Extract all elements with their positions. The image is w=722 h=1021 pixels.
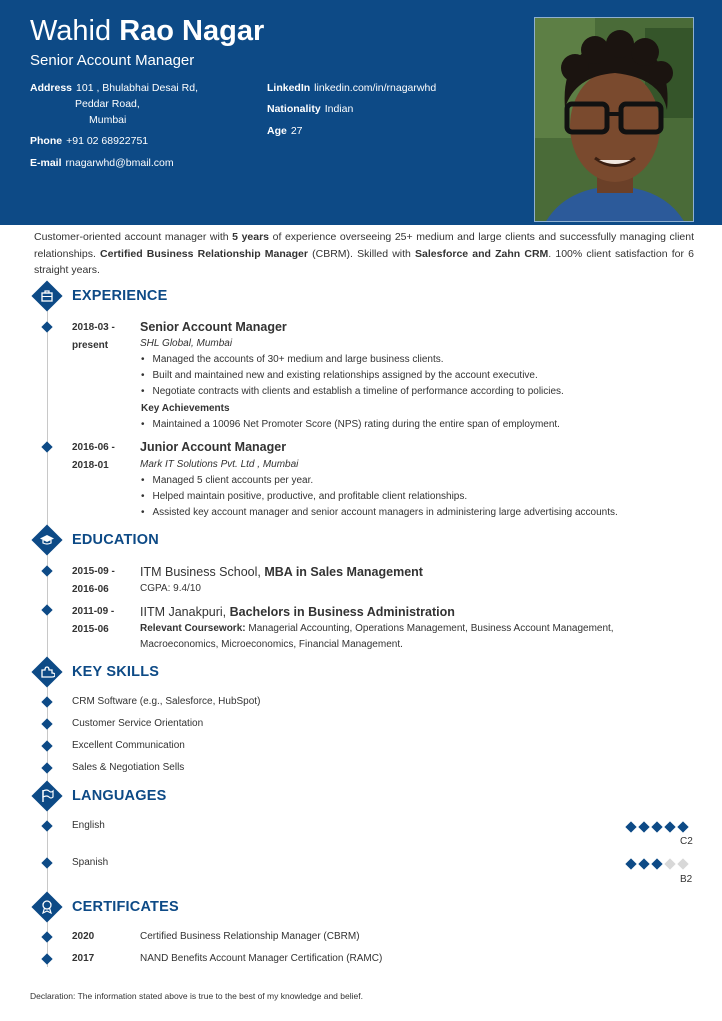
job-title: Senior Account Manager	[30, 52, 195, 69]
experience-section-icon	[31, 280, 62, 311]
certificate-name: NAND Benefits Account Manager Certification (RAMC)	[140, 953, 383, 964]
rating-diamond-filled	[625, 821, 636, 832]
job-bullet: • Assisted key account manager and senior account managers in administering large advertising accounts.	[141, 507, 618, 518]
phone-field: Phone +91 02 68922751	[30, 135, 149, 147]
skill-item: Excellent Communication	[72, 740, 185, 751]
job-company: SHL Global, Mumbai	[140, 338, 233, 349]
address-line-2: Peddar Road,	[75, 98, 140, 110]
job-bullet: • Managed the accounts of 30+ medium and large business clients.	[141, 354, 444, 365]
education-date: 2015-09 - 2016-06	[72, 566, 115, 595]
education-entry: ITM Business School, MBA in Sales Management	[140, 565, 423, 579]
skill-item: Sales & Negotiation Sells	[72, 762, 185, 773]
rating-diamond-filled	[651, 821, 662, 832]
skill-item: Customer Service Orientation	[72, 718, 204, 729]
address-field: Address 101 , Bhulabhai Desai Rd,	[30, 82, 199, 94]
rating-diamond-filled	[638, 858, 649, 869]
timeline-dot	[41, 321, 52, 332]
timeline-dot	[41, 565, 52, 576]
job-company: Mark IT Solutions Pvt. Ltd , Mumbai	[140, 459, 299, 470]
coursework-continued: Macroeconomics, Microeconomics, Financial Management.	[140, 639, 403, 650]
job-bullet: • Negotiate contracts with clients and establish a timeline of performance according to policies.	[141, 386, 564, 397]
nationality-field: Nationality Indian	[267, 103, 354, 115]
language-rating	[626, 860, 688, 868]
graduation-cap-icon	[39, 532, 55, 548]
timeline-dot	[41, 441, 52, 452]
languages-heading: LANGUAGES	[72, 788, 167, 804]
timeline-dot	[41, 762, 52, 773]
job-bullet: • Managed 5 client accounts per year.	[141, 475, 313, 486]
address-line-3: Mumbai	[89, 114, 127, 126]
last-name: Rao Nagar	[119, 15, 265, 47]
header-banner	[0, 0, 722, 225]
experience-heading: EXPERIENCE	[72, 288, 168, 304]
timeline-dot	[41, 820, 52, 831]
puzzle-icon	[39, 664, 55, 680]
job-date: 2016-06 - 2018-01	[72, 442, 115, 471]
profile-summary: Customer-oriented account manager with 5 years of experience overseeing 25+ medium and large clients and successfully managing client relationships. Certified Business Relationship Manager (CBRM). Skilled with Salesforce and Zahn CRM. 100% client satisfaction for 6 straight years.	[34, 231, 694, 276]
achievements-label: Key Achievements	[141, 403, 230, 414]
award-icon	[39, 899, 55, 915]
skill-item: CRM Software (e.g., Salesforce, HubSpot)	[72, 696, 261, 707]
education-entry: IITM Janakpuri, Bachelors in Business Administration	[140, 605, 455, 619]
language-rating	[626, 823, 688, 831]
candidate-name	[30, 13, 264, 49]
job-bullet: • Helped maintain positive, productive, and profitable client relationships.	[141, 491, 467, 502]
flag-icon	[39, 788, 55, 804]
certificates-heading: CERTIFICATES	[72, 899, 179, 915]
age-field: Age 27	[267, 125, 303, 137]
certificate-year: 2017	[72, 953, 95, 964]
rating-diamond-filled	[651, 858, 662, 869]
education-heading: EDUCATION	[72, 532, 159, 548]
timeline-dot	[41, 718, 52, 729]
coursework: Relevant Coursework: Managerial Accounting, Operations Management, Business Account Management,	[140, 623, 614, 634]
education-detail: CGPA: 9.4/10	[140, 583, 201, 594]
language-level: B2	[680, 874, 693, 885]
job-title-junior: Junior Account Manager	[140, 440, 287, 454]
job-bullet: • Built and maintained new and existing relationships assigned by the account executive.	[141, 370, 538, 381]
declaration: Declaration: The information stated above is true to the best of my knowledge and belief.	[30, 991, 363, 1001]
first-name: Wahid	[30, 15, 112, 47]
timeline-dot	[41, 931, 52, 942]
rating-diamond-empty	[677, 858, 688, 869]
skills-section-icon	[31, 656, 62, 687]
achievement-bullet: • Maintained a 10096 Net Promoter Score (NPS) rating during the entire span of employment.	[141, 419, 560, 430]
email-field: E-mail rnagarwhd@bmail.com	[30, 157, 174, 169]
languages-section-icon	[31, 780, 62, 811]
timeline-dot	[41, 857, 52, 868]
job-date: 2018-03 - present	[72, 322, 115, 351]
education-date: 2011-09 - 2015-06	[72, 606, 115, 635]
language-name: Spanish	[72, 857, 109, 868]
rating-diamond-filled	[677, 821, 688, 832]
rating-diamond-empty	[664, 858, 675, 869]
language-level: C2	[680, 836, 693, 847]
certificate-name: Certified Business Relationship Manager (CBRM)	[140, 931, 360, 942]
rating-diamond-filled	[638, 821, 649, 832]
portrait-illustration	[535, 18, 694, 222]
rating-diamond-filled	[664, 821, 675, 832]
profile-photo	[534, 17, 694, 222]
timeline-dot	[41, 740, 52, 751]
job-title-senior: Senior Account Manager	[140, 320, 287, 334]
language-name: English	[72, 820, 105, 831]
timeline-dot	[41, 604, 52, 615]
timeline-dot	[41, 696, 52, 707]
certificate-year: 2020	[72, 931, 95, 942]
linkedin-field: LinkedIn linkedin.com/in/rnagarwhd	[267, 82, 437, 94]
timeline-dot	[41, 953, 52, 964]
education-section-icon	[31, 524, 62, 555]
skills-heading: KEY SKILLS	[72, 664, 160, 680]
briefcase-icon	[39, 288, 55, 304]
certificates-section-icon	[31, 891, 62, 922]
rating-diamond-filled	[625, 858, 636, 869]
